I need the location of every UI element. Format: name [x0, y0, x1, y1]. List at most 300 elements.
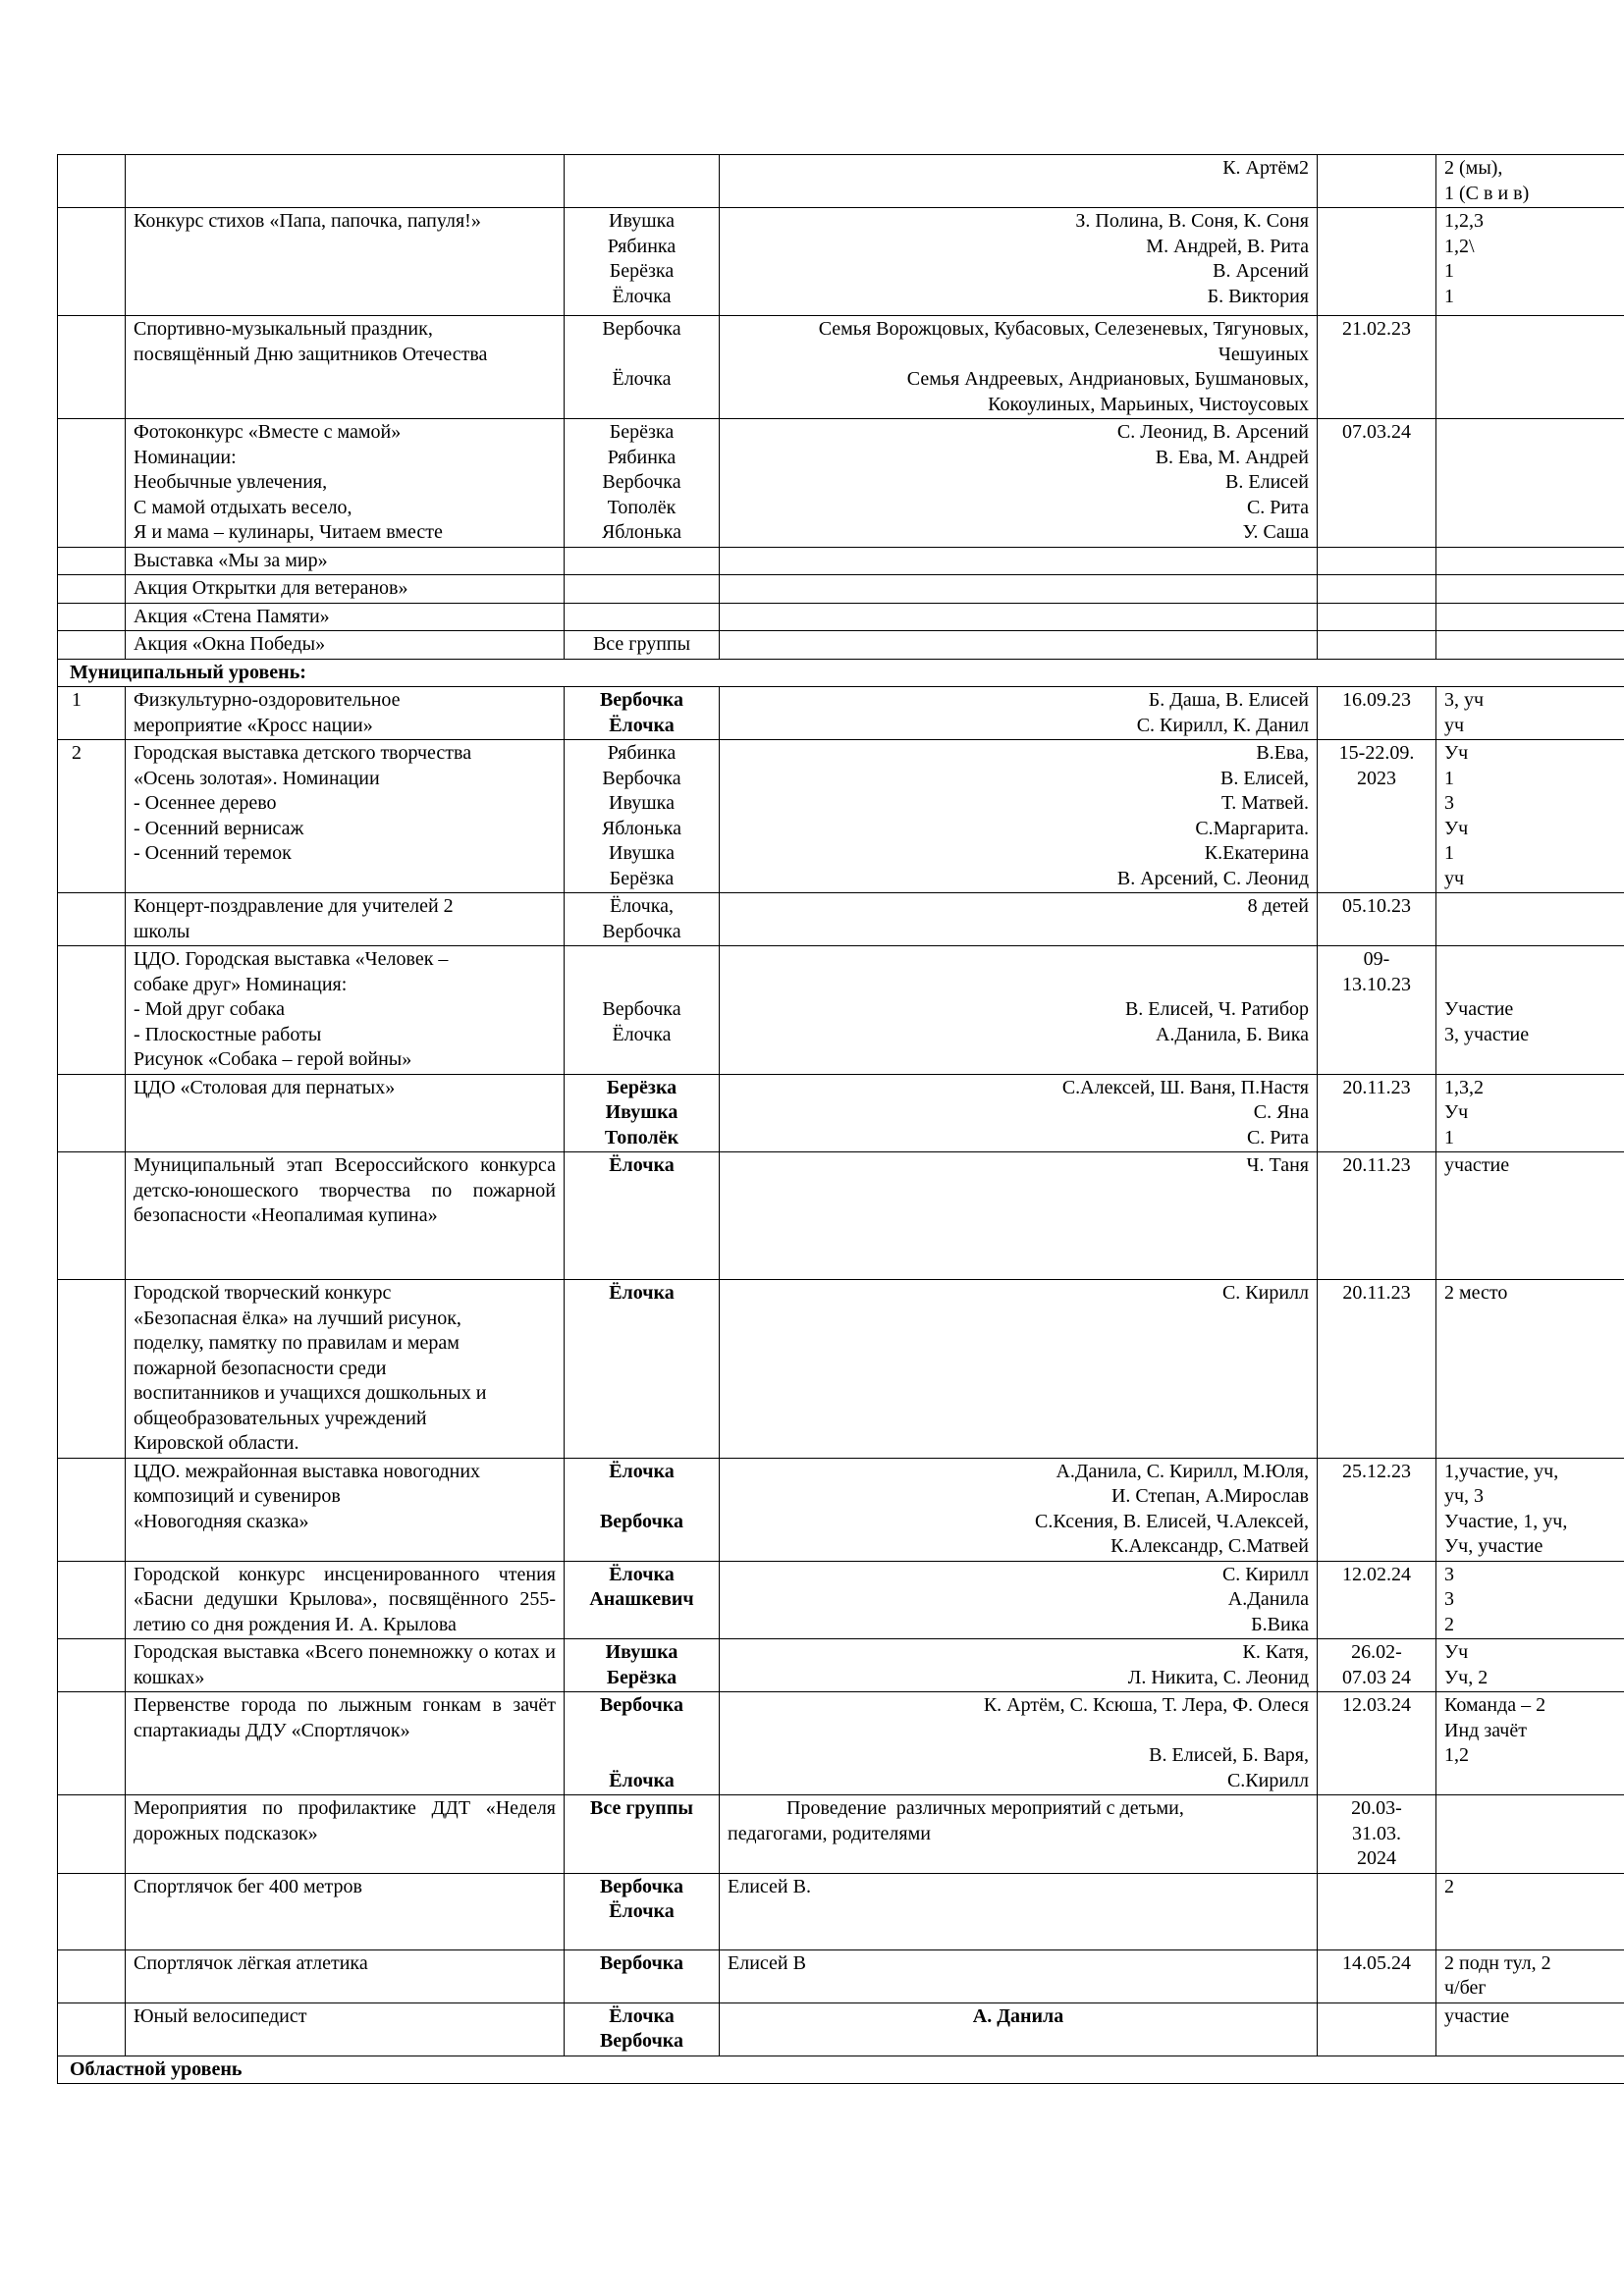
cell-text-line: К. Артём2: [1222, 157, 1309, 179]
cell-text-line: Уч, участие: [1444, 1535, 1543, 1557]
number-cell: [58, 946, 126, 1075]
group-cell: [565, 603, 720, 631]
table-row: [58, 603, 1624, 631]
cell-text-line: 20.11.23: [1342, 1076, 1411, 1098]
events-table: [57, 154, 1624, 2084]
result-cell: [1436, 946, 1624, 1075]
event-name-cell: [126, 631, 565, 660]
cell-text-line: 1,2,3: [1444, 210, 1484, 232]
cell-text-line: собаке друг» Номинация:: [134, 973, 348, 995]
cell-text-line: - Осенний вернисаж: [134, 817, 304, 839]
group-cell: [565, 2002, 720, 2056]
cell-text-line: [572, 973, 711, 998]
cell-text-line: школы: [134, 920, 190, 942]
cell-text-line: 2 место: [1444, 1282, 1508, 1304]
cell-text-line: [72, 605, 117, 630]
event-name-cell: [126, 687, 565, 740]
cell-text-line: К.Екатерина: [1204, 842, 1309, 864]
cell-text-line: С. Кирилл, К. Данил: [1136, 714, 1309, 736]
cell-text-line: Семья Андреевых, Андриановых, Бушмановых,: [906, 368, 1309, 390]
number-cell: [58, 1795, 126, 1874]
participants-cell: [720, 740, 1318, 893]
date-cell: [1318, 631, 1436, 660]
number-cell: [58, 1074, 126, 1152]
cell-text-line: С.Маргарита.: [1195, 817, 1309, 839]
cell-text-line: [72, 209, 117, 235]
cell-text-line: уч: [1444, 867, 1465, 889]
cell-text-line: [572, 1743, 711, 1769]
cell-text-line: воспитанников и учащихся дошкольных и: [134, 1382, 487, 1404]
event-name-cell: [126, 740, 565, 893]
cell-text-line: 05.10.23: [1342, 895, 1411, 917]
group-cell: [565, 1873, 720, 1949]
cell-text-line: Рябинка: [607, 235, 677, 257]
cell-text-line: поделку, памятку по правилам и мерам: [134, 1332, 460, 1354]
cell-text-line: «Новогодняя сказка»: [134, 1510, 309, 1532]
cell-text-line: [1444, 576, 1618, 602]
table-row: [58, 1949, 1624, 2002]
result-cell: [1436, 1949, 1624, 2002]
cell-text-line: Концерт-поздравление для учителей 2: [134, 895, 454, 917]
table-row: [58, 1074, 1624, 1152]
cell-text-line: 13.10.23: [1342, 973, 1411, 995]
cell-text-line: 1,2\: [1444, 235, 1475, 257]
group-cell: [565, 1639, 720, 1692]
result-cell: [1436, 419, 1624, 548]
cell-text-line: Л. Никита, С. Леонид: [1127, 1666, 1309, 1688]
cell-text-line: [572, 549, 711, 574]
date-cell: [1318, 1639, 1436, 1692]
cell-text-line: 09-: [1363, 948, 1390, 970]
cell-text-line: Ёлочка: [609, 714, 675, 736]
event-name-cell: [126, 1280, 565, 1459]
event-name-cell: [126, 946, 565, 1075]
cell-text-line: 2 (мы),: [1444, 157, 1503, 179]
cell-text-line: ЦДО. межрайонная выставка новогодних: [134, 1460, 481, 1482]
result-cell: [1436, 1074, 1624, 1152]
cell-text-line: 07.03.24: [1342, 421, 1411, 443]
cell-text-line: М. Андрей, В. Рита: [1146, 235, 1309, 257]
date-cell: [1318, 1152, 1436, 1280]
cell-text-line: 2: [1444, 1613, 1454, 1635]
participants-cell: [720, 603, 1318, 631]
number-cell: [58, 1561, 126, 1639]
cell-text-line: [1326, 156, 1428, 182]
cell-text-line: 16.09.23: [1342, 689, 1411, 711]
group-cell: [565, 1458, 720, 1561]
cell-text-line: 12.02.24: [1342, 1563, 1411, 1585]
result-cell: [1436, 740, 1624, 893]
participants-cell: [720, 1458, 1318, 1561]
section-title: [58, 659, 1624, 687]
cell-text-line: 20.11.23: [1342, 1154, 1411, 1176]
cell-text-line: Берёзка: [609, 260, 675, 282]
cell-text-line: [72, 2004, 117, 2030]
group-cell: [565, 631, 720, 660]
date-cell: [1318, 547, 1436, 575]
cell-text-line: [72, 1076, 117, 1101]
cell-text-line: С. Рита: [1246, 496, 1309, 518]
cell-text-line: Городская выставка «Всего понемножку о котах и кошках»: [134, 1641, 556, 1688]
table-row: [58, 1873, 1624, 1949]
cell-text-line: С.Ксения, В. Елисей, Ч.Алексей,: [1035, 1510, 1309, 1532]
cell-text-line: 3: [1444, 792, 1454, 814]
cell-text-line: Ивушка: [609, 842, 675, 864]
table-row: [58, 575, 1624, 604]
cell-text-line: 2 подн тул, 2: [1444, 1951, 1551, 1974]
cell-text-line: К. Катя,: [1242, 1641, 1309, 1663]
cell-text-line: Городской творческий конкурс: [134, 1282, 392, 1304]
events-table-body: [58, 155, 1624, 2084]
cell-text-line: Ивушка: [605, 1641, 678, 1663]
cell-text-line: [1444, 973, 1618, 998]
cell-text-line: К. Артём, С. Ксюша, Т. Лера, Ф. Олеся: [983, 1694, 1309, 1716]
number-cell: [58, 1152, 126, 1280]
cell-text-line: [572, 605, 711, 630]
cell-text-line: [1326, 605, 1428, 630]
cell-text-line: [1326, 1875, 1428, 1900]
participants-cell: [720, 155, 1318, 208]
cell-text-line: Рябинка: [607, 742, 677, 764]
event-name-cell: [126, 316, 565, 419]
cell-text-line: Акция «Стена Памяти»: [134, 605, 330, 627]
cell-text-line: Ёлочка: [609, 1460, 675, 1482]
participants-cell: [720, 575, 1318, 604]
cell-text-line: Рисунок «Собака – герой войны»: [134, 1048, 412, 1070]
group-cell: [565, 419, 720, 548]
cell-text-line: уч, 3: [1444, 1485, 1485, 1507]
cell-text-line: 3, уч: [1444, 689, 1485, 711]
table-row: [58, 419, 1624, 548]
cell-text-line: К.Александр, С.Матвей: [1110, 1535, 1309, 1557]
date-cell: [1318, 575, 1436, 604]
table-row: [58, 2002, 1624, 2056]
cell-text-line: Уч: [1444, 1101, 1469, 1123]
cell-text-line: Т. Матвей.: [1220, 792, 1309, 814]
cell-text-line: В. Елисей,: [1220, 767, 1309, 789]
cell-text-line: Ёлочка: [609, 1154, 675, 1176]
group-cell: [565, 893, 720, 946]
number-cell: [58, 1458, 126, 1561]
cell-text-line: 3: [1444, 1563, 1454, 1585]
cell-text-line: [1444, 632, 1618, 658]
cell-text-line: Муниципальный этап Всероссийского конкурса детско-юношеского творчества по пожарной безопасности «Неопалимая купина»: [134, 1154, 556, 1226]
cell-text-line: 07.03 24: [1342, 1666, 1411, 1688]
cell-text-line: И. Степан, А.Мирослав: [1110, 1485, 1309, 1507]
number-cell: [58, 155, 126, 208]
cell-text-line: [1326, 549, 1428, 574]
table-row: [58, 208, 1624, 316]
cell-text-line: Елисей В.: [728, 1875, 811, 1897]
cell-text-line: [1444, 1796, 1618, 1822]
cell-text-line: 31.03.: [1352, 1822, 1401, 1844]
cell-text-line: Юный велосипедист: [134, 2004, 307, 2027]
number-cell: [58, 1280, 126, 1459]
cell-text-line: Ч. Таня: [1246, 1154, 1309, 1176]
cell-text-line: уч: [1444, 714, 1465, 736]
date-cell: [1318, 155, 1436, 208]
cell-text-line: Участие, 1, уч,: [1444, 1510, 1568, 1532]
cell-text-line: В. Елисей, Ч. Ратибор: [1124, 998, 1309, 1020]
cell-text-line: Вербочка: [602, 767, 681, 789]
cell-text-line: [728, 632, 1309, 658]
cell-text-line: [72, 1875, 117, 1900]
cell-text-line: 1 (С в и в): [1444, 182, 1530, 204]
cell-text-line: 14.05.24: [1342, 1951, 1411, 1974]
cell-text-line: В.Ева,: [1256, 742, 1309, 764]
result-cell: [1436, 155, 1624, 208]
participants-cell: [720, 547, 1318, 575]
date-cell: [1318, 893, 1436, 946]
cell-text-line: Ёлочка: [609, 1563, 675, 1585]
cell-text-line: общеобразовательных учреждений: [134, 1407, 427, 1429]
cell-text-line: 21.02.23: [1342, 318, 1411, 340]
cell-text-line: - Осенний теремок: [134, 842, 292, 864]
date-cell: [1318, 1795, 1436, 1874]
cell-text-line: Спортивно-музыкальный праздник,: [134, 318, 433, 340]
date-cell: [1318, 208, 1436, 316]
cell-text-line: Уч, 2: [1444, 1666, 1489, 1688]
cell-text-line: участие: [1444, 2004, 1510, 2027]
cell-text-line: Спортлячок лёгкая атлетика: [134, 1951, 368, 1974]
number-cell: [58, 547, 126, 575]
cell-text-line: Яблонька: [601, 521, 682, 543]
cell-text-line: Я и мама – кулинары, Читаем вместе: [134, 521, 443, 543]
document-page: [57, 154, 1624, 2084]
cell-text-line: «Осень золотая». Номинации: [134, 767, 380, 789]
number-cell: [58, 1639, 126, 1692]
participants-cell: [720, 1949, 1318, 2002]
date-cell: [1318, 1074, 1436, 1152]
cell-text-line: Берёзка: [606, 1666, 677, 1688]
number-cell: [58, 631, 126, 660]
cell-text-line: Вербочка: [599, 2030, 684, 2052]
event-name-cell: [126, 208, 565, 316]
group-cell: [565, 1074, 720, 1152]
table-row: [58, 893, 1624, 946]
event-name-cell: [126, 1795, 565, 1874]
group-cell: [565, 547, 720, 575]
cell-text-line: [72, 549, 117, 574]
cell-text-line: [72, 317, 117, 343]
result-cell: [1436, 1561, 1624, 1639]
cell-text-line: А. Данила: [972, 2004, 1064, 2027]
cell-text-line: У. Саша: [1242, 521, 1309, 543]
cell-text-line: педагогами, родителями: [728, 1822, 931, 1844]
number-cell: [58, 603, 126, 631]
result-cell: [1436, 1873, 1624, 1949]
result-cell: [1436, 208, 1624, 316]
cell-text-line: С. Яна: [1253, 1101, 1309, 1123]
cell-text-line: [72, 632, 117, 658]
cell-text-line: [728, 576, 1309, 602]
cell-text-line: Анашкевич: [589, 1588, 694, 1610]
participants-cell: [720, 1795, 1318, 1874]
table-row: [58, 1280, 1624, 1459]
participants-cell: [720, 1692, 1318, 1795]
cell-text-line: 1: [1444, 260, 1454, 282]
cell-text-line: Б. Виктория: [1207, 285, 1309, 307]
cell-text-line: Б. Даша, В. Елисей: [1148, 689, 1309, 711]
event-name-cell: [126, 1949, 565, 2002]
table-row: [58, 1795, 1624, 1874]
participants-cell: [720, 946, 1318, 1075]
cell-text-line: [1444, 549, 1618, 574]
group-cell: [565, 1152, 720, 1280]
cell-text-line: В. Елисей: [1225, 471, 1309, 493]
cell-text-line: Вербочка: [599, 1694, 684, 1716]
participants-cell: [720, 208, 1318, 316]
cell-text-line: 1,2: [1444, 1744, 1469, 1766]
cell-text-line: [572, 156, 711, 182]
cell-text-line: Ивушка: [605, 1101, 678, 1123]
cell-text-line: Кокоулиных, Марьиных, Чистоусовых: [988, 393, 1309, 415]
cell-text-line: Вербочка: [599, 1951, 684, 1974]
cell-text-line: Вербочка: [602, 920, 681, 942]
cell-text-line: С. Кирилл: [1221, 1563, 1309, 1585]
cell-text-line: [1326, 632, 1428, 658]
cell-text-line: [1326, 576, 1428, 602]
date-cell: [1318, 1949, 1436, 2002]
participants-cell: [720, 2002, 1318, 2056]
result-cell: [1436, 1458, 1624, 1561]
cell-text-line: С.Алексей, Ш. Ваня, П.Настя: [1061, 1076, 1309, 1098]
cell-text-line: [72, 1796, 117, 1822]
group-cell: [565, 687, 720, 740]
cell-text-line: мероприятие «Кросс нации»: [134, 714, 373, 736]
cell-text-line: Городской конкурс инсценированного чтения «Басни дедушки Крылова», посвящённого 255-летию со дня рождения И. А. Крылова: [134, 1563, 556, 1635]
cell-text-line: Все группы: [590, 1797, 693, 1819]
cell-text-line: [72, 1693, 117, 1719]
cell-text-line: Ивушка: [609, 792, 675, 814]
cell-text-line: - Мой друг собака: [134, 998, 285, 1020]
result-cell: [1436, 893, 1624, 946]
date-cell: [1318, 1561, 1436, 1639]
cell-text-line: З. Полина, В. Соня, К. Соня: [1075, 210, 1309, 232]
cell-text-line: [72, 1460, 117, 1485]
group-cell: [565, 575, 720, 604]
cell-text-line: Вербочка: [602, 471, 681, 493]
group-cell: [565, 1795, 720, 1874]
participants-cell: [720, 1280, 1318, 1459]
group-cell: [565, 946, 720, 1075]
cell-text-line: Ёлочка: [612, 368, 672, 390]
group-cell: [565, 740, 720, 893]
result-cell: [1436, 1795, 1624, 1874]
event-name-cell: [126, 1074, 565, 1152]
date-cell: [1318, 603, 1436, 631]
cell-text-line: Ивушка: [609, 210, 675, 232]
cell-text-line: Уч: [1444, 817, 1469, 839]
result-cell: [1436, 1280, 1624, 1459]
cell-text-line: Елисей В: [728, 1951, 806, 1974]
result-cell: [1436, 603, 1624, 631]
result-cell: [1436, 2002, 1624, 2056]
cell-text-line: Конкурс стихов «Папа, папочка, папуля!»: [134, 210, 481, 232]
date-cell: [1318, 740, 1436, 893]
number-cell: [58, 2002, 126, 2056]
event-name-cell: [126, 893, 565, 946]
result-cell: [1436, 316, 1624, 419]
date-cell: [1318, 946, 1436, 1075]
cell-text-line: «Безопасная ёлка» на лучший рисунок,: [134, 1307, 461, 1329]
cell-text-line: 1: [1444, 285, 1454, 307]
cell-text-line: Яблонька: [601, 817, 682, 839]
cell-text-line: Необычные увлечения,: [134, 471, 328, 493]
cell-text-line: 1: [1444, 767, 1454, 789]
cell-text-line: С. Рита: [1246, 1126, 1309, 1148]
event-name-cell: [126, 1692, 565, 1795]
cell-text-line: 2024: [1357, 1847, 1396, 1869]
number-cell: [58, 893, 126, 946]
participants-cell: [720, 687, 1318, 740]
cell-text-line: [572, 343, 711, 368]
number-cell: [58, 419, 126, 548]
cell-text-line: [572, 1719, 711, 1744]
cell-text-line: А.Данила, Б. Вика: [1155, 1023, 1309, 1045]
date-cell: [1318, 1873, 1436, 1949]
cell-text-line: Ёлочка: [609, 1900, 675, 1922]
event-name-cell: [126, 575, 565, 604]
cell-text-line: Проведение различных мероприятий с детьми,: [728, 1797, 1184, 1819]
group-cell: [565, 208, 720, 316]
event-name-cell: [126, 1458, 565, 1561]
cell-text-line: В. Елисей, Б. Варя,: [1149, 1744, 1309, 1766]
cell-text-line: А.Данила: [1227, 1588, 1309, 1610]
cell-text-line: [72, 576, 117, 602]
cell-text-line: [72, 156, 117, 182]
cell-text-line: В. Арсений, С. Леонид: [1116, 867, 1309, 889]
cell-text-line: 1,3,2: [1444, 1076, 1484, 1098]
table-row: [58, 316, 1624, 419]
participants-cell: [720, 1561, 1318, 1639]
cell-text-line: Муниципальный уровень:: [70, 661, 306, 683]
cell-text-line: Номинации:: [134, 446, 237, 468]
cell-text-line: Акция «Окна Победы»: [134, 633, 326, 655]
number-cell: [58, 575, 126, 604]
cell-text-line: 26.02-: [1351, 1641, 1402, 1663]
cell-text-line: Первенстве города по лыжным гонкам в зачёт спартакиады ДДУ «Спортлячок»: [134, 1694, 556, 1741]
cell-text-line: [728, 1719, 1309, 1744]
cell-text-line: Б.Вика: [1251, 1613, 1309, 1635]
group-cell: [565, 1280, 720, 1459]
number-cell: [58, 316, 126, 419]
cell-text-line: 1: [1444, 1126, 1454, 1148]
date-cell: [1318, 687, 1436, 740]
cell-text-line: Ёлочка,: [609, 895, 675, 917]
number-cell: [58, 208, 126, 316]
group-cell: [565, 1949, 720, 2002]
group-cell: [565, 1561, 720, 1639]
cell-text-line: 20.11.23: [1342, 1282, 1411, 1304]
cell-text-line: 1: [72, 689, 81, 711]
cell-text-line: 12.03.24: [1342, 1694, 1411, 1716]
cell-text-line: Рябинка: [607, 446, 677, 468]
cell-text-line: [1326, 209, 1428, 235]
cell-text-line: Чешуиных: [1218, 343, 1309, 365]
result-cell: [1436, 631, 1624, 660]
cell-text-line: [728, 973, 1309, 998]
cell-text-line: Фотоконкурс «Вместе с мамой»: [134, 421, 402, 443]
cell-text-line: Все группы: [592, 633, 691, 655]
participants-cell: [720, 1152, 1318, 1280]
event-name-cell: [126, 1152, 565, 1280]
cell-text-line: 15-22.09.: [1338, 742, 1415, 764]
participants-cell: [720, 631, 1318, 660]
cell-text-line: Вербочка: [602, 998, 681, 1020]
section-header-row: [58, 659, 1624, 687]
cell-text-line: Ёлочка: [609, 1769, 675, 1791]
